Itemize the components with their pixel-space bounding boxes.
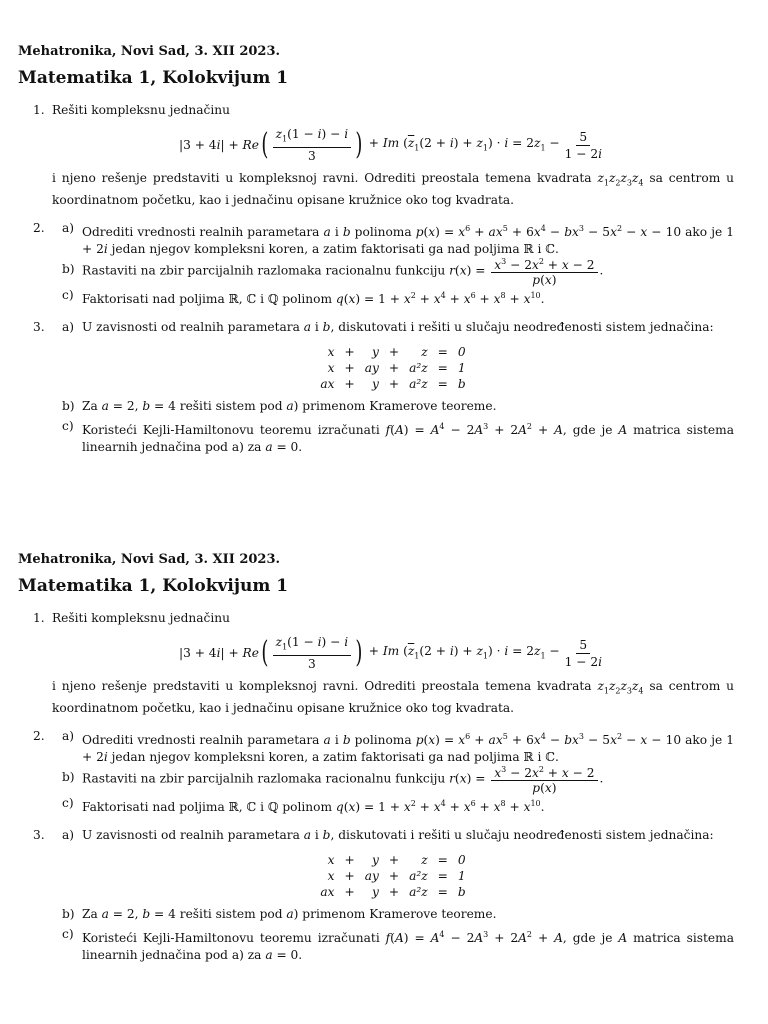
exam-sheet-bottom — [18, 552, 734, 964]
complex-equation: |3 + 4i| + Re ( $\frac{z_1(1 - i) - i}{3}$ ) + Im $(\overline{z}_1(2 + i) + z_1) \cdot i = 2z_1$ − $\frac{5}{1 - 2i}$ — [178, 635, 602, 672]
problem-1 — [18, 610, 734, 717]
problem-3 — [18, 827, 734, 964]
exam-title: Matematika 1, Kolokvijum 1 — [18, 576, 289, 596]
problem-3c: c) Koristeći Kejli-Hamiltonovu teoremu izračunati $f(A) = A^4 - 2A^3 + 2A^2 + A$, gde je A matrica sistema linearnih jednačina pod a) za a = 0. — [62, 419, 734, 455]
problem-number: 2. — [33, 728, 45, 743]
problem-number: 3. — [33, 828, 45, 843]
problem-number: 1. — [33, 611, 45, 625]
linear-system: x + y + z = 0 x + ay + a²z = 1 ax + y + a²z = b — [320, 345, 466, 392]
problem-3a: a) U zavisnosti od realnih parametara a i b, diskutovati i rešiti u slučaju neodređenosti sistem jednačina: — [62, 320, 714, 335]
problem-number: 1. — [33, 103, 45, 117]
problem-2c: c) Faktorisati nad poljima ℝ, ℂ i ℚ polinom $q(x) = 1 + x^2 + x^4 + x^6 + x^8 + x^{10}$. — [62, 796, 545, 815]
problem-3a: a) U zavisnosti od realnih parametara a i b, diskutovati i rešiti u slučaju neodređenosti sistem jednačina: — [62, 828, 714, 843]
problem-2 — [18, 220, 734, 308]
problem-1 — [18, 102, 734, 209]
problem-1-intro: Rešiti kompleksnu jednačinu — [52, 611, 230, 625]
problem-1-intro: Rešiti kompleksnu jednačinu — [52, 103, 230, 117]
problem-2a: a) Odrediti vrednosti realnih parametara a i b polinoma $p(x) = x^6 + ax^5 + 6x^4 - bx^3 - 5x^2 - x - 10$ ako je 1 + 2i jedan njegov kompleksni koren, a zatim faktorisati ga nad poljima ℝ i ℂ. — [62, 728, 735, 764]
problem-2a: a) Odrediti vrednosti realnih parametara a i b polinoma $p(x) = x^6 + ax^5 + 6x^4 - bx^3 - 5x^2 - x - 10$ ako je 1 + 2i jedan njegov kompleksni koren, a zatim faktorisati ga nad poljima ℝ i ℂ. — [62, 220, 735, 256]
problem-2 — [18, 728, 734, 816]
problem-1-text: i njeno rešenje predstaviti u kompleksnoj ravni. Odrediti preostala temena kvadrata $z_1z_2z_3z_4$ sa centrom u koordinatnom početku, kao i jednačinu opisane kružnice oko tog kvadrata. — [52, 679, 734, 715]
exam-header: Mehatronika, Novi Sad, 3. XII 2023. — [18, 44, 281, 59]
problem-2b: b) Rastaviti na zbir parcijalnih razlomaka racionalnu funkciju r(x) = $\frac{x^3 - 2x^2 + x - 2}{p(x)}$ . — [62, 256, 604, 287]
problem-3b: b) Za a = 2, b = 4 rešiti sistem pod a) primenom Kramerove teoreme. — [62, 399, 497, 414]
problem-3b: b) Za a = 2, b = 4 rešiti sistem pod a) primenom Kramerove teoreme. — [62, 907, 497, 922]
problem-2c: c) Faktorisati nad poljima ℝ, ℂ i ℚ polinom $q(x) = 1 + x^2 + x^4 + x^6 + x^8 + x^{10}$. — [62, 288, 545, 307]
problem-3c: c) Koristeći Kejli-Hamiltonovu teoremu izračunati $f(A) = A^4 - 2A^3 + 2A^2 + A$, gde je A matrica sistema linearnih jednačina pod a) za a = 0. — [62, 927, 734, 963]
complex-equation: |3 + 4i| + Re ( $\frac{z_1(1 - i) - i}{3}$ ) + Im $(\overline{z}_1(2 + i) + z_1) \cdot i = 2z_1$ − $\frac{5}{1 - 2i}$ — [178, 127, 602, 164]
problem-number: 3. — [33, 320, 45, 335]
problem-3 — [18, 319, 734, 456]
exam-sheet-top — [18, 44, 734, 456]
exam-header: Mehatronika, Novi Sad, 3. XII 2023. — [18, 552, 281, 567]
problem-1-text: i njeno rešenje predstaviti u kompleksnoj ravni. Odrediti preostala temena kvadrata $z_1z_2z_3z_4$ sa centrom u koordinatnom početku, kao i jednačinu opisane kružnice oko tog kvadrata. — [52, 171, 734, 207]
problem-2b: b) Rastaviti na zbir parcijalnih razlomaka racionalnu funkciju r(x) = $\frac{x^3 - 2x^2 + x - 2}{p(x)}$ . — [62, 764, 604, 795]
linear-system: x + y + z = 0 x + ay + a²z = 1 ax + y + a²z = b — [320, 853, 466, 900]
exam-title: Matematika 1, Kolokvijum 1 — [18, 68, 289, 88]
problem-number: 2. — [33, 220, 45, 235]
